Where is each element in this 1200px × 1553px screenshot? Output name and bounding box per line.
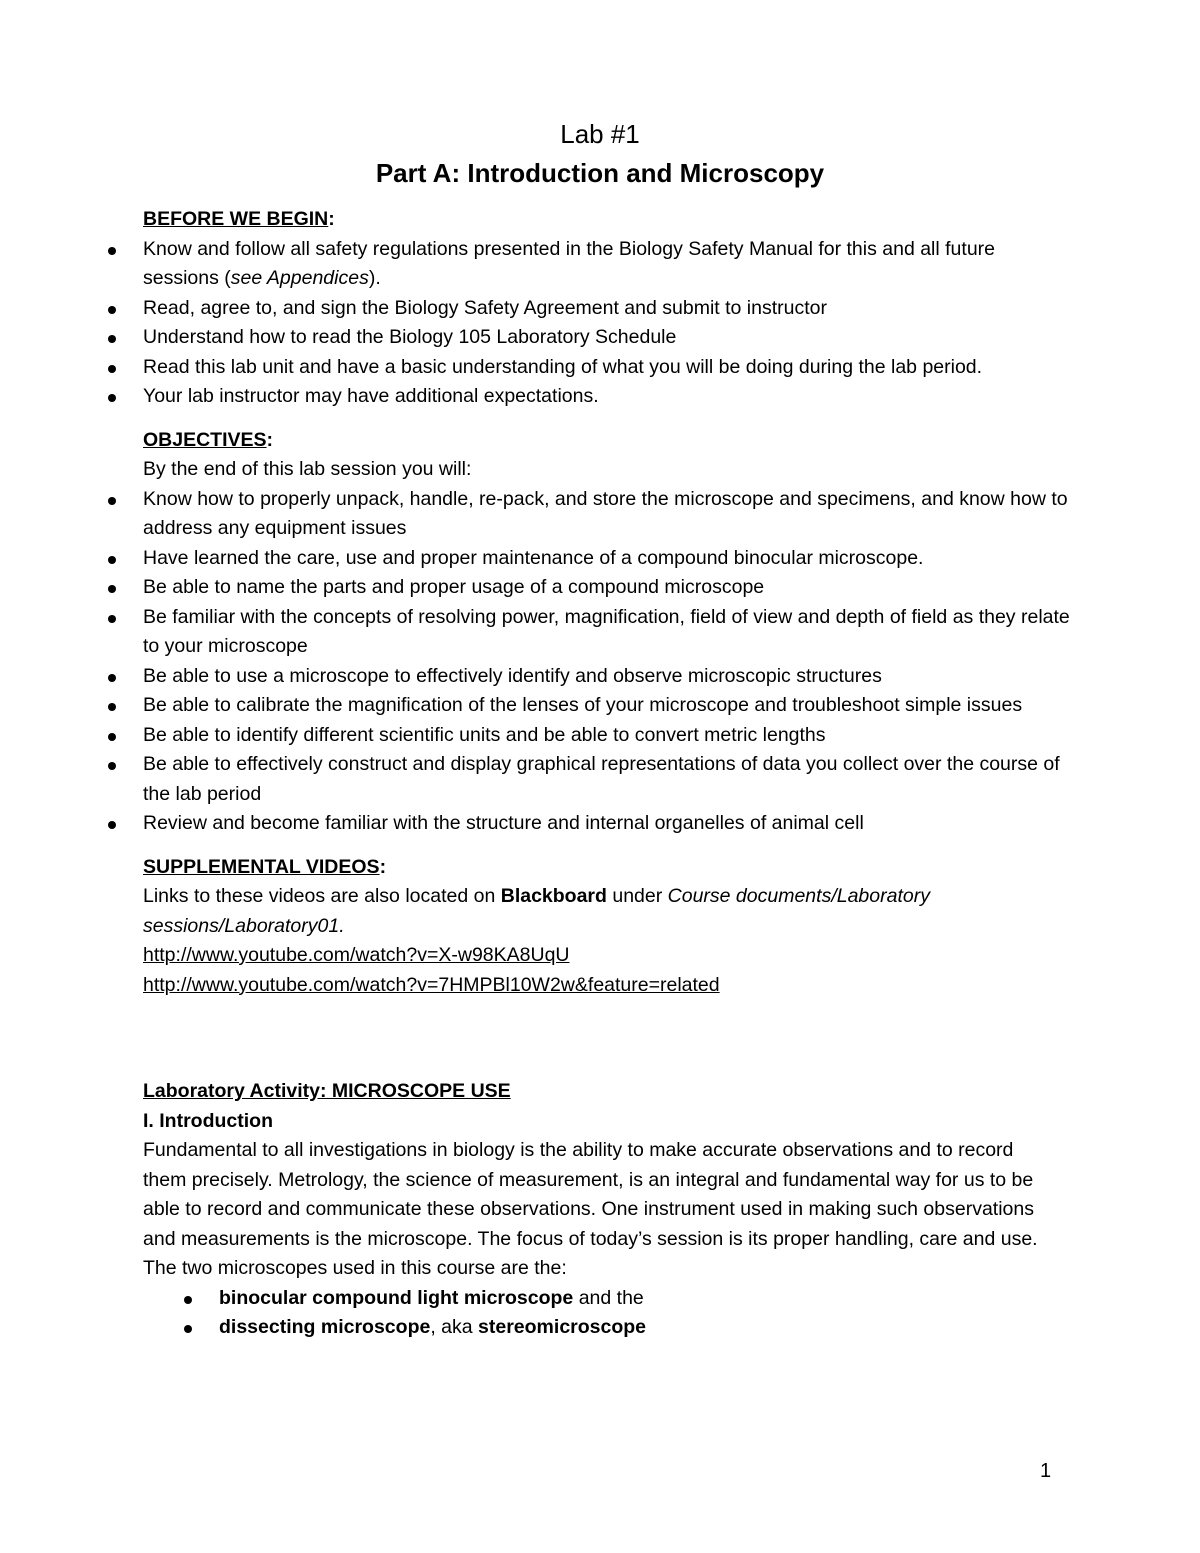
microscope-type-alias: stereomicroscope bbox=[478, 1316, 647, 1338]
microscope-type-rest: , aka bbox=[430, 1316, 479, 1338]
objective-list-item bbox=[143, 809, 1073, 839]
page-number: 1 bbox=[1040, 1460, 1052, 1482]
microscope-type-name: dissecting microscope bbox=[219, 1316, 431, 1338]
microscope-type-item bbox=[219, 1313, 1073, 1343]
bullet-icon bbox=[108, 703, 116, 711]
before-item-post: ). bbox=[368, 267, 381, 289]
activity-heading: Laboratory Activity: MICROSCOPE USE bbox=[143, 1080, 511, 1102]
microscope-type-item bbox=[219, 1284, 1073, 1314]
before-heading bbox=[143, 205, 1073, 235]
videos-text bbox=[143, 882, 1073, 941]
before-item-italic: see Appendices bbox=[230, 267, 369, 289]
before-item-text: Know and follow all safety regulations presented in the Biology Safety Manual for this and all future sessions ( bbox=[143, 237, 996, 289]
lab-subtitle: Part A: Introduction and Microscopy bbox=[375, 158, 825, 188]
bullet-icon bbox=[108, 247, 116, 255]
before-list-item bbox=[143, 235, 1073, 294]
before-item-text: Your lab instructor may have additional expectations. bbox=[143, 385, 599, 407]
course-documents-path: Course documents/Laboratory sessions/Laboratory01. bbox=[143, 885, 930, 937]
before-item-text: Read this lab unit and have a basic understanding of what you will be doing during the lab period. bbox=[143, 355, 983, 378]
objective-list-item bbox=[143, 544, 1073, 574]
bullet-icon bbox=[108, 394, 116, 402]
objectives-list bbox=[143, 485, 1073, 839]
objective-text: Be able to calibrate the magnification of the lenses of your microscope and troubleshoot simple issues bbox=[143, 694, 1023, 716]
bullet-icon bbox=[108, 674, 116, 682]
before-list-item bbox=[143, 382, 1073, 412]
before-list bbox=[143, 235, 1073, 412]
objective-text: Be able to name the parts and proper usage of a compound microscope bbox=[143, 576, 765, 598]
before-heading-text: BEFORE WE BEGIN bbox=[143, 208, 329, 230]
bullet-icon bbox=[108, 335, 116, 343]
bullet-icon bbox=[108, 556, 116, 564]
activity-section bbox=[143, 1077, 1073, 1343]
bullet-icon bbox=[108, 762, 116, 770]
videos-heading-text: SUPPLEMENTAL VIDEOS bbox=[143, 855, 380, 878]
introduction-heading: I. Introduction bbox=[143, 1109, 273, 1132]
objectives-heading-text: OBJECTIVES bbox=[143, 428, 267, 451]
objective-text: Be familiar with the concepts of resolving power, magnification, field of view and depth of field as they relate to your microscope bbox=[143, 605, 1070, 657]
bullet-icon bbox=[184, 1325, 192, 1333]
before-list-item bbox=[143, 323, 1073, 353]
objective-text: Have learned the care, use and proper maintenance of a compound binocular microscope. bbox=[143, 546, 924, 569]
bullet-icon bbox=[108, 733, 116, 741]
objectives-heading-colon: : bbox=[266, 428, 274, 451]
before-list-item bbox=[143, 294, 1073, 324]
objective-list-item bbox=[143, 603, 1073, 662]
bullet-icon bbox=[108, 821, 116, 829]
bullet-icon bbox=[108, 306, 116, 314]
document-body bbox=[143, 205, 1073, 1000]
bullet-icon bbox=[184, 1296, 192, 1304]
videos-text-pre: Links to these videos are also located on bbox=[143, 885, 501, 907]
videos-heading bbox=[143, 853, 1073, 883]
introduction-paragraph: Fundamental to all investigations in biology is the ability to make accurate observations and to record them precisely. Metrology, the science of measurement, is an integral and fundamental way for us to be able to record and communicate these observations. One instrument used in making such observations and measurements is the microscope. The focus of today’s session is its proper handling, care and use. The two microscopes used in this course are the: bbox=[143, 1139, 1038, 1279]
objective-list-item bbox=[143, 721, 1073, 751]
bullet-icon bbox=[108, 497, 116, 505]
before-item-text: Read, agree to, and sign the Biology Safety Agreement and submit to instructor bbox=[143, 296, 827, 319]
bullet-icon bbox=[108, 615, 116, 623]
objective-list-item bbox=[143, 691, 1073, 721]
lab-title: Lab #1 bbox=[560, 119, 640, 149]
bullet-icon bbox=[108, 585, 116, 593]
video-link-2[interactable]: http://www.youtube.com/watch?v=7HMPBl10W2w&feature=related bbox=[143, 973, 720, 996]
objective-text: Review and become familiar with the structure and internal organelles of animal cell bbox=[143, 812, 864, 834]
before-item-text: Understand how to read the Biology 105 Laboratory Schedule bbox=[143, 326, 677, 348]
objective-list-item bbox=[143, 573, 1073, 603]
bullet-icon bbox=[108, 365, 116, 373]
objective-text: Be able to effectively construct and display graphical representations of data you collect over the course of the lab period bbox=[143, 753, 1060, 805]
microscope-type-name: binocular compound light microscope bbox=[219, 1286, 574, 1309]
microscope-type-rest: and the bbox=[573, 1286, 644, 1309]
videos-heading-colon: : bbox=[379, 855, 387, 878]
objectives-heading bbox=[143, 426, 1073, 456]
objectives-intro: By the end of this lab session you will: bbox=[143, 458, 472, 480]
microscope-types-list bbox=[143, 1284, 1073, 1343]
before-heading-colon: : bbox=[328, 208, 335, 230]
blackboard-label: Blackboard bbox=[500, 885, 607, 907]
videos-text-mid: under bbox=[606, 885, 668, 907]
objective-list-item bbox=[143, 750, 1073, 809]
objective-text: Be able to use a microscope to effectively identify and observe microscopic structures bbox=[143, 664, 882, 687]
objective-text: Know how to properly unpack, handle, re-pack, and store the microscope and specimens, and know how to address any equipment issues bbox=[143, 487, 1068, 539]
objective-list-item bbox=[143, 662, 1073, 692]
video-link-1[interactable]: http://www.youtube.com/watch?v=X-w98KA8UqU bbox=[143, 944, 570, 966]
objective-text: Be able to identify different scientific units and be able to convert metric lengths bbox=[143, 723, 826, 746]
objective-list-item bbox=[143, 485, 1073, 544]
before-list-item bbox=[143, 353, 1073, 383]
